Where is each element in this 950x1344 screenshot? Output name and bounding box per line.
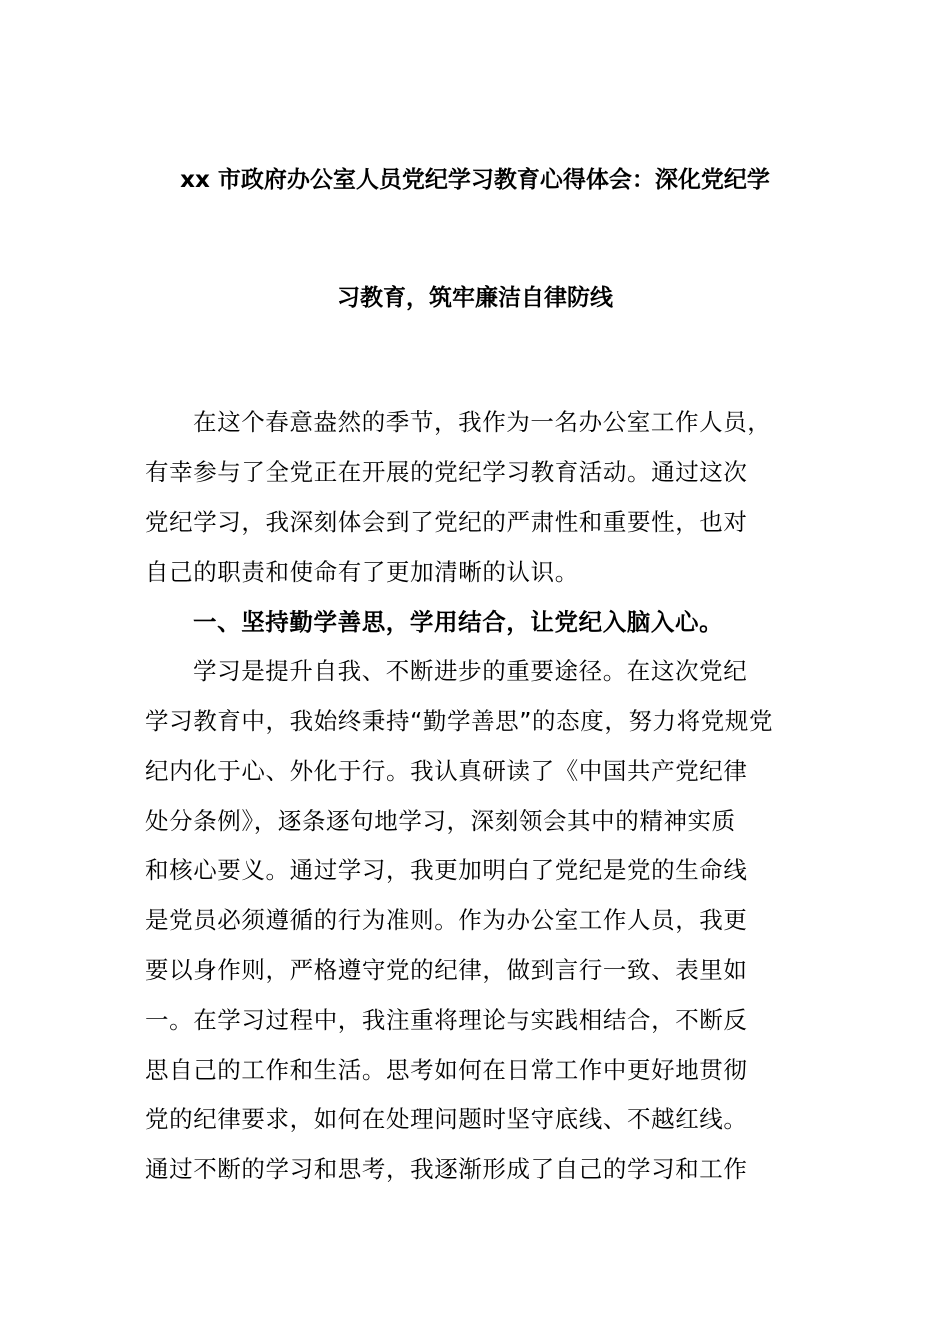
paragraph-line: 党纪学习，我深刻体会到了党纪的严肃性和重要性，也对: [145, 508, 748, 536]
paragraph-line: 学习是提升自我、不断进步的重要途径。在这次党纪: [193, 657, 748, 685]
paragraph-line: 一。在学习过程中，我注重将理论与实践相结合，不断反: [145, 1006, 748, 1034]
paragraph-line: 纪内化于心、外化于行。我认真研读了《中国共产党纪律: [145, 757, 748, 785]
document-title-line-2: 习教育，筑牢廉洁自律防线: [337, 285, 613, 311]
paragraph-line: 是党员必须遵循的行为准则。作为办公室工作人员，我更: [145, 906, 748, 934]
paragraph-line: 自己的职责和使命有了更加清晰的认识。: [145, 558, 579, 586]
paragraph-line: 处分条例》，逐条逐句地学习，深刻领会其中的精神实质: [145, 807, 736, 835]
paragraph-line: 在这个春意盎然的季节，我作为一名办公室工作人员，: [193, 408, 772, 436]
paragraph-line: 思自己的工作和生活。思考如何在日常工作中更好地贯彻: [145, 1056, 748, 1084]
paragraph-line: 要以身作则，严格遵守党的纪律，做到言行一致、表里如: [145, 956, 748, 984]
paragraph-line: 和核心要义。通过学习，我更加明白了党纪是党的生命线: [145, 856, 748, 884]
paragraph-line: 学习教育中，我始终秉持“勤学善思”的态度，努力将党规党: [145, 707, 774, 735]
paragraph-line: 有幸参与了全党正在开展的党纪学习教育活动。通过这次: [145, 458, 748, 486]
section-heading-1: 一、坚持勤学善思，学用结合，让党纪入脑入心。: [193, 608, 724, 636]
paragraph-line: 党的纪律要求，如何在处理问题时坚守底线、不越红线。: [145, 1105, 748, 1133]
document-title-line-1: xx 市政府办公室人员党纪学习教育心得体会：深化党纪学: [180, 167, 770, 193]
paragraph-line: 通过不断的学习和思考，我逐渐形成了自己的学习和工作: [145, 1155, 748, 1183]
